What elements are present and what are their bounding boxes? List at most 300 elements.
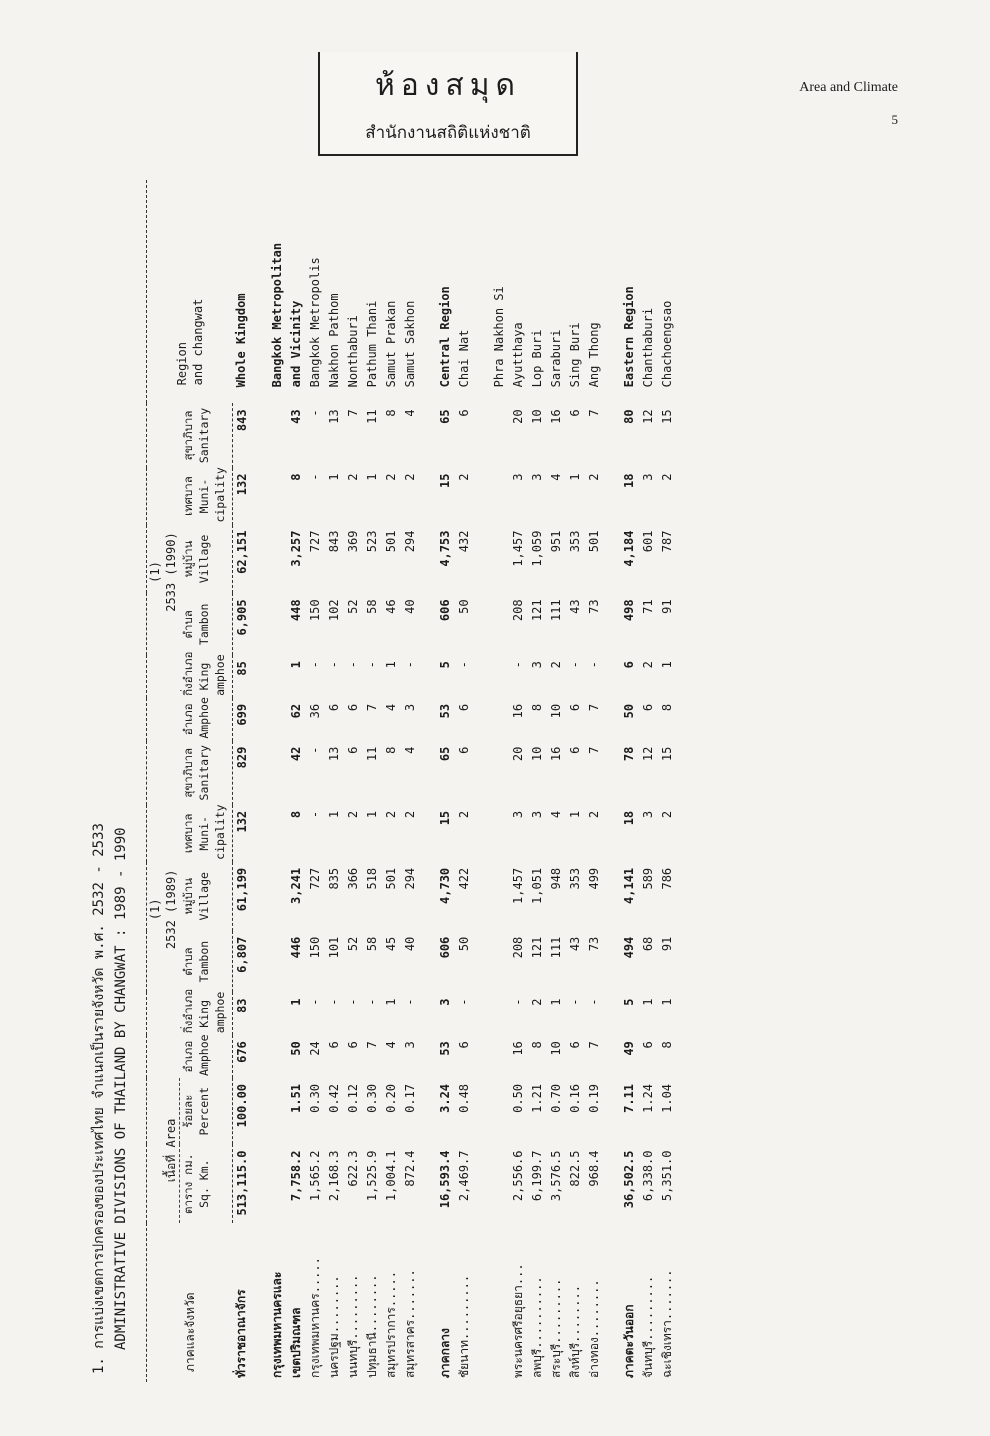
row-value: 2 — [402, 810, 417, 819]
header-note-1989: (1) — [148, 898, 162, 921]
row-value: 1 — [288, 661, 303, 669]
row-value: - — [456, 998, 471, 1006]
table-row — [566, 180, 585, 1382]
h90-king-th: กิ่งอำเภอ — [180, 651, 195, 696]
header-pct-th: ร้อยละ — [180, 1094, 195, 1128]
row-value: 0.50 — [510, 1083, 525, 1113]
row-value: 606 — [437, 599, 452, 622]
row-value: 7 — [586, 409, 601, 417]
row-value: 1,051 — [529, 867, 544, 904]
row-value: 6 — [640, 1041, 655, 1049]
row-value: 52 — [345, 936, 360, 952]
header-area: เนื้อที่ Area — [147, 1078, 180, 1223]
table-row — [325, 180, 344, 1382]
row-value: 53 — [437, 703, 452, 719]
row-value: 786 — [659, 867, 674, 890]
row-value: 2 — [345, 473, 360, 481]
row-label-english: Chanthaburi — [640, 307, 655, 388]
table-body — [232, 180, 677, 1382]
row-value: 3 — [640, 810, 655, 819]
row-value: 12 — [640, 746, 655, 762]
row-value: 24 — [307, 1041, 322, 1056]
row-value — [490, 1144, 509, 1222]
header-sqkm-en: Sq. Km. — [196, 1159, 211, 1208]
row-value: - — [586, 661, 601, 669]
row-value: 353 — [567, 867, 582, 890]
row-value: - — [510, 661, 525, 669]
row-value: 1 — [659, 998, 674, 1006]
row-value: 3 — [510, 473, 525, 481]
row-value — [490, 1078, 509, 1145]
row-value: 1.21 — [529, 1083, 544, 1113]
row-value: 101 — [326, 936, 341, 959]
row-value: 8 — [288, 473, 303, 481]
row-value: 6,199.7 — [529, 1150, 544, 1202]
row-value: 2 — [659, 473, 674, 481]
table-row — [268, 180, 287, 1382]
row-label-english: Chachoengsao — [659, 300, 674, 388]
table-title-english: ADMINISTRATIVE DIVISIONS OF THAILAND BY CHANGWAT : 1989 - 1990 — [113, 827, 129, 1350]
row-value: 3.24 — [437, 1083, 452, 1113]
row-value: 3 — [529, 661, 544, 669]
row-value: 3 — [402, 1041, 417, 1049]
row-value: 0.30 — [364, 1083, 379, 1113]
row-value: 46 — [383, 599, 398, 614]
row-label-thai: ชัยนาท......... — [456, 1274, 471, 1378]
row-value: 4,753 — [437, 530, 452, 567]
row-label-english: and Vicinity — [288, 300, 303, 388]
row-value: 3 — [510, 810, 525, 819]
row-value: 3 — [529, 810, 544, 819]
row-value: 523 — [364, 530, 379, 553]
row-spacer — [420, 180, 436, 1382]
row-value: 65 — [437, 409, 452, 424]
row-value: 1 — [383, 998, 398, 1006]
row-value — [268, 403, 287, 467]
row-value: 7 — [364, 1041, 379, 1049]
row-value: - — [586, 998, 601, 1006]
row-value: - — [364, 998, 379, 1006]
row-value: 58 — [364, 936, 379, 952]
row-value: 85 — [234, 661, 249, 676]
row-value: 872.4 — [402, 1150, 417, 1187]
row-value — [268, 593, 287, 655]
table-row — [547, 180, 566, 1382]
h89-amphoe-en: Amphoe — [196, 1034, 211, 1076]
row-value: 49 — [621, 1041, 636, 1056]
row-value — [268, 805, 287, 862]
row-value: 6 — [345, 1041, 360, 1049]
row-value: - — [456, 661, 471, 669]
row-value: 2 — [402, 473, 417, 481]
row-value: 622.3 — [345, 1150, 360, 1187]
row-value: - — [402, 661, 417, 669]
row-value: 2,556.6 — [510, 1150, 525, 1202]
row-value: - — [567, 661, 582, 669]
row-value: 61,199 — [234, 867, 249, 912]
h90-san-th: สุขาภิบาล — [180, 410, 195, 461]
row-value: 8 — [659, 1041, 674, 1049]
row-value: 50 — [456, 936, 471, 952]
row-value: 150 — [307, 599, 322, 622]
row-value: 16 — [510, 703, 525, 719]
table-row — [490, 180, 509, 1382]
row-value — [268, 655, 287, 698]
row-label-thai: ลพบุรี.......... — [529, 1276, 544, 1378]
row-value: 6 — [456, 703, 471, 712]
row-value: 8 — [288, 810, 303, 819]
row-value: 16,593.4 — [437, 1150, 452, 1209]
row-label-english: Lop Buri — [529, 329, 544, 388]
h89-king-th: กิ่งอำเภอ — [180, 988, 195, 1034]
row-label-english: Nakhon Pathom — [326, 293, 341, 388]
row-value — [490, 698, 509, 741]
row-value: 1,004.1 — [383, 1150, 398, 1202]
row-value: 0.17 — [402, 1083, 417, 1113]
table-row — [232, 180, 252, 1382]
row-value: 1 — [567, 810, 582, 819]
row-value: 6 — [567, 1041, 582, 1049]
row-value: 3,257 — [288, 530, 303, 567]
table-title-block — [88, 180, 146, 1382]
row-value — [268, 525, 287, 594]
row-value: 2 — [586, 473, 601, 481]
row-label-thai: ภาคตะวันออก — [621, 1304, 636, 1378]
row-value: 91 — [659, 599, 674, 614]
row-value — [490, 655, 509, 698]
row-value: 498 — [621, 599, 636, 622]
h90-king-en: King — [196, 662, 211, 691]
row-value: 43 — [288, 409, 303, 424]
row-value: 36 — [307, 703, 322, 719]
row-value: 422 — [456, 867, 471, 890]
row-value: 150 — [307, 936, 322, 959]
header-year1990 — [147, 403, 180, 740]
row-value: 65 — [437, 746, 452, 762]
row-value: 2 — [456, 473, 471, 481]
row-value: 1,059 — [529, 530, 544, 567]
row-value — [268, 862, 287, 931]
row-label-thai: สระบุรี......... — [548, 1278, 563, 1378]
row-value: 2,469.7 — [456, 1150, 471, 1202]
row-value: 3,576.5 — [548, 1150, 563, 1202]
row-value: 132 — [234, 473, 249, 496]
header-note-1990: (1) — [148, 561, 162, 583]
row-value: 6 — [567, 746, 582, 754]
row-value: 3 — [402, 703, 417, 712]
row-value: 15 — [659, 409, 674, 424]
row-value — [490, 403, 509, 467]
row-label-english: Ang Thong — [586, 322, 601, 388]
table-row — [401, 180, 420, 1382]
row-value: 4,730 — [437, 867, 452, 904]
row-value: 448 — [288, 599, 303, 622]
row-value: 699 — [234, 703, 249, 726]
row-value: 62,151 — [234, 530, 249, 574]
row-value: 36,502.5 — [621, 1150, 636, 1209]
row-value: 2,168.3 — [326, 1150, 341, 1202]
row-value: 1 — [383, 661, 398, 669]
row-value — [490, 741, 509, 805]
row-value: 1 — [640, 998, 655, 1006]
row-value: 15 — [659, 746, 674, 762]
header-region-thai: ภาคและจังหวัด — [182, 1292, 197, 1372]
row-value: - — [307, 810, 322, 819]
row-value: 73 — [586, 936, 601, 952]
h90-san-en: Sanitary — [196, 407, 211, 464]
row-value: 0.20 — [383, 1083, 398, 1113]
row-value: 3 — [529, 473, 544, 481]
row-value: 4 — [402, 409, 417, 417]
row-label-english: Phra Nakhon Si — [491, 286, 506, 388]
row-value: 0.48 — [456, 1083, 471, 1113]
row-value — [268, 468, 287, 525]
row-value: 16 — [510, 1041, 525, 1056]
row-value: 366 — [345, 867, 360, 890]
row-value: 843 — [234, 409, 249, 432]
table-row — [363, 180, 382, 1382]
table-row — [306, 180, 325, 1382]
row-value: 1,525.9 — [364, 1150, 379, 1202]
row-value: 6,905 — [234, 599, 249, 636]
row-value — [490, 992, 509, 1035]
row-value: 2 — [548, 661, 563, 669]
row-label-thai: นนทบุรี......... — [345, 1274, 360, 1378]
row-value: 494 — [621, 936, 636, 959]
row-spacer — [252, 180, 268, 1382]
row-value: - — [307, 661, 322, 669]
stamp-subtitle: สำนักงานสถิติแห่งชาติ — [365, 123, 531, 143]
header-region-en-2: and changwat — [190, 298, 205, 386]
table-row — [287, 180, 306, 1382]
h90-village-en: Village — [196, 534, 211, 584]
row-value: 6 — [640, 703, 655, 712]
row-label-english: Sing Buri — [567, 322, 582, 388]
row-value: 4 — [383, 703, 398, 712]
row-value: 102 — [326, 599, 341, 622]
row-value: 6 — [345, 746, 360, 754]
row-value: 294 — [402, 867, 417, 890]
row-value: 53 — [437, 1041, 452, 1056]
row-value: 16 — [548, 746, 563, 762]
row-value: 3 — [437, 998, 452, 1006]
row-value: 13 — [326, 746, 341, 762]
row-value: - — [402, 998, 417, 1006]
row-value: 11 — [364, 409, 379, 424]
row-value: 1 — [364, 810, 379, 819]
row-value: 6 — [456, 409, 471, 417]
row-value: 6 — [456, 1041, 471, 1049]
header-region-english — [147, 180, 233, 403]
row-value: - — [307, 473, 322, 481]
row-value: 40 — [402, 936, 417, 952]
row-value — [490, 468, 509, 525]
row-value: 1,565.2 — [307, 1150, 322, 1202]
row-value: 968.4 — [586, 1150, 601, 1187]
row-label-thai — [490, 1223, 509, 1382]
row-value: 100.00 — [234, 1083, 249, 1128]
row-label-english: Chai Nat — [456, 329, 471, 388]
library-stamp — [318, 52, 578, 156]
row-value: 62 — [288, 703, 303, 719]
row-value: 43 — [567, 936, 582, 952]
row-value: 6 — [326, 1041, 341, 1049]
admin-divisions-table — [146, 180, 677, 1382]
row-value: 6 — [456, 746, 471, 754]
row-value: 6,338.0 — [640, 1150, 655, 1202]
table-row — [344, 180, 363, 1382]
row-value — [268, 931, 287, 993]
h89-muni-en: Muni- — [196, 816, 211, 851]
row-value: 1 — [364, 473, 379, 481]
table-row — [585, 180, 604, 1382]
h90-muni-en: Muni- — [196, 478, 211, 514]
h90-tambon-th: ตำบล — [180, 610, 195, 639]
header-pct-en: Percent — [196, 1087, 211, 1136]
row-value: - — [307, 409, 322, 417]
row-value: 0.42 — [326, 1083, 341, 1113]
row-value: 2 — [529, 998, 544, 1006]
row-value: 0.19 — [586, 1083, 601, 1113]
table-row — [382, 180, 401, 1382]
row-value: 10 — [548, 1041, 563, 1056]
row-value: 2 — [383, 473, 398, 481]
row-value: 1,457 — [510, 867, 525, 904]
row-value: 80 — [621, 409, 636, 424]
row-value: 121 — [529, 599, 544, 622]
row-value: 432 — [456, 530, 471, 553]
row-value: - — [345, 998, 360, 1006]
row-value: 589 — [640, 867, 655, 890]
row-value: 6,807 — [234, 936, 249, 973]
row-value: 132 — [234, 810, 249, 833]
row-value — [268, 1078, 287, 1145]
row-label-thai: จันทบุรี......... — [640, 1275, 655, 1378]
row-value: 1 — [288, 998, 303, 1006]
row-value: 353 — [567, 530, 582, 553]
row-value: - — [307, 998, 322, 1006]
row-value: 6 — [621, 661, 636, 669]
row-value: 446 — [288, 936, 303, 959]
row-label-thai: กรุงเทพมหานคร..... — [307, 1257, 322, 1378]
row-value: 2 — [659, 810, 674, 819]
row-value: - — [307, 746, 322, 754]
row-value: 4 — [383, 1041, 398, 1049]
header-year-1990-label: 2533 (1990) — [164, 532, 178, 612]
row-value: 601 — [640, 530, 655, 553]
row-value: 499 — [586, 867, 601, 890]
row-value: 369 — [345, 530, 360, 553]
row-value: - — [567, 998, 582, 1006]
row-value: 2 — [586, 810, 601, 819]
row-value: 10 — [529, 746, 544, 762]
row-label-english: Samut Prakan — [383, 300, 398, 388]
row-value: 8 — [383, 746, 398, 754]
table-title-thai: 1. การแบ่งเขตการปกครองของประเทศไทย จำแนกเป็นรายจังหวัด พ.ศ. 2532 - 2533 — [91, 823, 107, 1374]
row-label-thai: ทั่วราชอาณาจักร — [234, 1289, 249, 1378]
row-value: 20 — [510, 746, 525, 762]
row-value: 58 — [364, 599, 379, 614]
row-value: 50 — [456, 599, 471, 614]
h90-muni-th: เทศบาล — [180, 476, 195, 516]
header-year-1989-label: 2532 (1989) — [164, 869, 178, 950]
row-label-english: Nonthaburi — [345, 315, 360, 388]
row-label-thai: สิงห์บุรี........ — [567, 1285, 582, 1378]
row-value: 111 — [548, 599, 563, 622]
row-value: 1 — [326, 473, 341, 481]
h90-amphoe-th: อำเภอ — [180, 703, 195, 736]
row-label-english: Eastern Region — [621, 286, 636, 388]
row-value: 71 — [640, 599, 655, 614]
row-value: 829 — [234, 746, 249, 769]
row-value: 6 — [567, 409, 582, 417]
row-label-thai: ปทุมธานี........ — [364, 1274, 379, 1378]
row-value: 7 — [586, 1041, 601, 1049]
row-value — [490, 1035, 509, 1078]
row-value: 676 — [234, 1041, 249, 1063]
row-value: 0.70 — [548, 1083, 563, 1113]
row-value: 835 — [326, 867, 341, 890]
h89-king-en: King — [196, 1000, 211, 1028]
h90-muni-en2: cipality — [212, 468, 233, 525]
row-value: 294 — [402, 530, 417, 553]
row-value: 13 — [326, 409, 341, 424]
row-value: 1 — [326, 810, 341, 819]
row-value: 1.24 — [640, 1083, 655, 1113]
row-value: 1.04 — [659, 1083, 674, 1113]
table-row — [509, 180, 528, 1382]
row-value: 6 — [345, 703, 360, 712]
row-value: 15 — [437, 810, 452, 826]
row-value: 7 — [586, 703, 601, 712]
row-value: 111 — [548, 936, 563, 959]
table-row — [455, 180, 474, 1382]
row-label-thai: นครปฐม........ — [326, 1275, 341, 1378]
row-value: 1.51 — [288, 1083, 303, 1113]
row-value: 78 — [621, 746, 636, 762]
row-value — [268, 1144, 287, 1222]
row-value: 2 — [456, 810, 471, 819]
h89-muni-en2: cipality — [212, 805, 233, 862]
header-sqkm-th: ตาราง กม. — [180, 1153, 195, 1214]
row-value: 40 — [402, 599, 417, 614]
h89-amphoe-th: อำเภอ — [180, 1040, 195, 1073]
h90-king-en2: amphoe — [212, 655, 233, 698]
row-value: 10 — [548, 703, 563, 719]
row-value: - — [326, 661, 341, 669]
row-value — [490, 525, 509, 594]
row-spacer — [474, 180, 490, 1382]
row-value: 5,351.0 — [659, 1150, 674, 1202]
row-value: 18 — [621, 473, 636, 488]
row-value: 787 — [659, 530, 674, 553]
row-value: - — [345, 661, 360, 669]
row-value: 4 — [548, 810, 563, 819]
row-value: 0.16 — [567, 1083, 582, 1113]
row-value: 0.30 — [307, 1083, 322, 1113]
row-label-thai: ฉะเชิงเทรา....... — [659, 1269, 674, 1378]
row-value: 7.11 — [621, 1083, 636, 1113]
row-value: 8 — [529, 703, 544, 712]
row-value: 4,184 — [621, 530, 636, 567]
row-value: 50 — [288, 1041, 303, 1056]
row-value: 7 — [345, 409, 360, 417]
row-value: 2 — [383, 810, 398, 819]
row-value: 11 — [364, 746, 379, 762]
row-value: 7,758.2 — [288, 1150, 303, 1202]
row-label-english: Bangkok Metropolis — [307, 257, 322, 388]
row-value: - — [326, 998, 341, 1006]
